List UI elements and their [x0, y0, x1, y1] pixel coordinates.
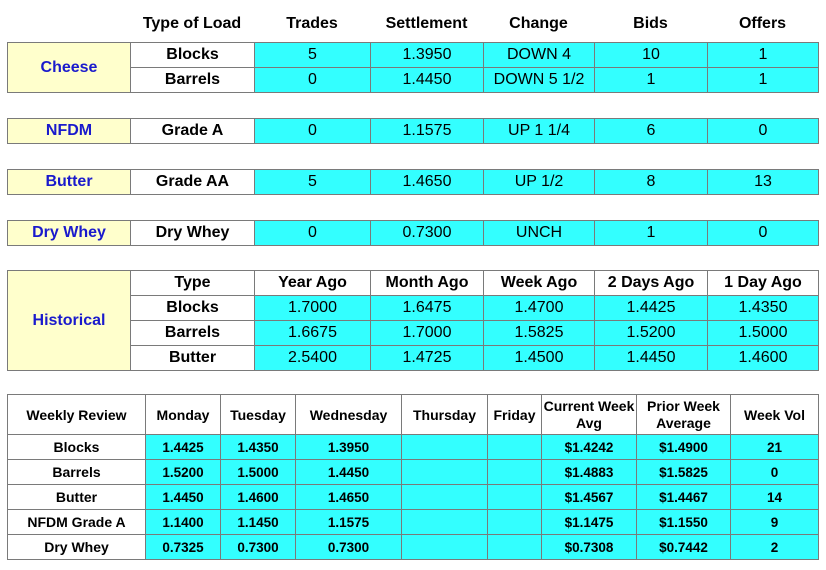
- value-cell: 1.7000: [371, 321, 484, 346]
- offers-cell: 1: [708, 68, 819, 93]
- thursday-cell: [402, 485, 488, 510]
- nfdm-row: [8, 119, 819, 144]
- thursday-cell: [402, 460, 488, 485]
- butter-table: [7, 169, 819, 195]
- weekly-row-barrels: [8, 460, 819, 485]
- week-vol-cell: 14: [731, 485, 819, 510]
- value-cell: 1.4500: [484, 346, 595, 371]
- product-name-cell: NFDM Grade A: [8, 510, 146, 535]
- header-change: Change: [509, 15, 568, 32]
- header-trades: Trades: [286, 15, 338, 32]
- thursday-cell: [402, 535, 488, 560]
- thursday-cell: [402, 435, 488, 460]
- weekly-header-row: [8, 395, 819, 435]
- column-header: Month Ago: [371, 271, 484, 296]
- friday-cell: [488, 535, 542, 560]
- settlement-cell: 0.7300: [371, 221, 484, 246]
- trades-cell: 0: [255, 221, 371, 246]
- load-type-cell: Blocks: [131, 43, 255, 68]
- value-cell: 1.4350: [708, 296, 819, 321]
- current-week-avg-cell: $1.4883: [542, 460, 637, 485]
- bids-cell: 1: [595, 221, 708, 246]
- dry-whey-row: [8, 221, 819, 246]
- trades-cell: 5: [255, 170, 371, 195]
- settlement-cell: 1.1575: [371, 119, 484, 144]
- prior-week-average-cell: $1.4467: [637, 485, 731, 510]
- change-cell: UNCH: [484, 221, 595, 246]
- value-cell: 1.5825: [484, 321, 595, 346]
- weekly-review-title: Weekly Review: [8, 395, 146, 435]
- column-header: Type: [131, 271, 255, 296]
- value-cell: 2.5400: [255, 346, 371, 371]
- offers-cell: 13: [708, 170, 819, 195]
- load-type-cell: Grade A: [131, 119, 255, 144]
- historical-header-row: [8, 271, 819, 296]
- wednesday-cell: 1.4650: [296, 485, 402, 510]
- week-vol-cell: 21: [731, 435, 819, 460]
- header-settlement: Settlement: [385, 15, 468, 32]
- value-cell: 1.4450: [595, 346, 708, 371]
- value-cell: 1.6675: [255, 321, 371, 346]
- bids-cell: 10: [595, 43, 708, 68]
- friday-cell: [488, 435, 542, 460]
- thursday-cell: [402, 510, 488, 535]
- week-vol-cell: 0: [731, 460, 819, 485]
- tuesday-cell: 1.4600: [221, 485, 296, 510]
- value-cell: 1.4425: [595, 296, 708, 321]
- column-header-current-week-avg: Current Week Avg: [542, 395, 637, 435]
- product-name-cell: Dry Whey: [8, 535, 146, 560]
- value-cell: 1.6475: [371, 296, 484, 321]
- offers-cell: 1: [708, 43, 819, 68]
- column-header-friday: Friday: [488, 395, 542, 435]
- friday-cell: [488, 485, 542, 510]
- current-week-avg-cell: $0.7308: [542, 535, 637, 560]
- prior-week-average-cell: $1.5825: [637, 460, 731, 485]
- bids-cell: 6: [595, 119, 708, 144]
- monday-cell: 0.7325: [146, 535, 221, 560]
- column-header: Year Ago: [255, 271, 371, 296]
- value-cell: 1.4600: [708, 346, 819, 371]
- column-header-wednesday: Wednesday: [296, 395, 402, 435]
- weekly-row-butter: [8, 485, 819, 510]
- week-vol-cell: 9: [731, 510, 819, 535]
- tuesday-cell: 0.7300: [221, 535, 296, 560]
- value-cell: 1.5000: [708, 321, 819, 346]
- trades-cell: 0: [255, 119, 371, 144]
- butter-label: Butter: [8, 170, 131, 195]
- settlement-cell: 1.4650: [371, 170, 484, 195]
- change-cell: UP 1/2: [484, 170, 595, 195]
- value-cell: 1.4700: [484, 296, 595, 321]
- tuesday-cell: 1.1450: [221, 510, 296, 535]
- weekly-row-nfdm-grade-a: [8, 510, 819, 535]
- butter-row: [8, 170, 819, 195]
- wednesday-cell: 0.7300: [296, 535, 402, 560]
- historical-label: Historical: [8, 271, 131, 371]
- offers-cell: 0: [708, 119, 819, 144]
- value-cell: 1.5200: [595, 321, 708, 346]
- value-cell: 1.4725: [371, 346, 484, 371]
- value-cell: 1.7000: [255, 296, 371, 321]
- friday-cell: [488, 510, 542, 535]
- monday-cell: 1.4425: [146, 435, 221, 460]
- column-header-monday: Monday: [146, 395, 221, 435]
- column-header: 1 Day Ago: [708, 271, 819, 296]
- prior-week-average-cell: $1.4900: [637, 435, 731, 460]
- tuesday-cell: 1.4350: [221, 435, 296, 460]
- header-type-of-load: Type of Load: [142, 15, 242, 32]
- prior-week-average-cell: $0.7442: [637, 535, 731, 560]
- monday-cell: 1.4450: [146, 485, 221, 510]
- prior-week-average-cell: $1.1550: [637, 510, 731, 535]
- cheese-label: Cheese: [8, 43, 131, 93]
- wednesday-cell: 1.1575: [296, 510, 402, 535]
- product-name-cell: Barrels: [8, 460, 146, 485]
- nfdm-table: [7, 118, 819, 144]
- bids-cell: 1: [595, 68, 708, 93]
- product-name-cell: Butter: [8, 485, 146, 510]
- settlement-cell: 1.3950: [371, 43, 484, 68]
- cheese-table: [7, 42, 819, 93]
- weekly-row-dry-whey: [8, 535, 819, 560]
- column-header-prior-week-average: Prior Week Average: [637, 395, 731, 435]
- week-vol-cell: 2: [731, 535, 819, 560]
- trades-cell: 0: [255, 68, 371, 93]
- offers-cell: 0: [708, 221, 819, 246]
- monday-cell: 1.1400: [146, 510, 221, 535]
- current-week-avg-cell: $1.4567: [542, 485, 637, 510]
- current-week-avg-cell: $1.1475: [542, 510, 637, 535]
- column-header: Week Ago: [484, 271, 595, 296]
- settlement-cell: 1.4450: [371, 68, 484, 93]
- cheese-row-blocks: [8, 43, 819, 68]
- load-type-cell: Barrels: [131, 68, 255, 93]
- column-header-tuesday: Tuesday: [221, 395, 296, 435]
- column-header-week-vol: Week Vol: [731, 395, 819, 435]
- historical-table: [7, 270, 819, 371]
- monday-cell: 1.5200: [146, 460, 221, 485]
- nfdm-label: NFDM: [8, 119, 131, 144]
- load-type-cell: Grade AA: [131, 170, 255, 195]
- type-cell: Butter: [131, 346, 255, 371]
- wednesday-cell: 1.4450: [296, 460, 402, 485]
- change-cell: DOWN 5 1/2: [484, 68, 595, 93]
- friday-cell: [488, 460, 542, 485]
- weekly-row-blocks: [8, 435, 819, 460]
- product-name-cell: Blocks: [8, 435, 146, 460]
- dry-whey-table: [7, 220, 819, 246]
- load-type-cell: Dry Whey: [131, 221, 255, 246]
- header-offers: Offers: [738, 15, 787, 32]
- column-header: 2 Days Ago: [595, 271, 708, 296]
- dry-whey-label: Dry Whey: [8, 221, 131, 246]
- tuesday-cell: 1.5000: [221, 460, 296, 485]
- header-bids: Bids: [633, 15, 668, 32]
- weekly-review-table: [7, 394, 819, 560]
- bids-cell: 8: [595, 170, 708, 195]
- type-cell: Blocks: [131, 296, 255, 321]
- type-cell: Barrels: [131, 321, 255, 346]
- current-week-avg-cell: $1.4242: [542, 435, 637, 460]
- change-cell: UP 1 1/4: [484, 119, 595, 144]
- trades-cell: 5: [255, 43, 371, 68]
- wednesday-cell: 1.3950: [296, 435, 402, 460]
- change-cell: DOWN 4: [484, 43, 595, 68]
- column-header-thursday: Thursday: [402, 395, 488, 435]
